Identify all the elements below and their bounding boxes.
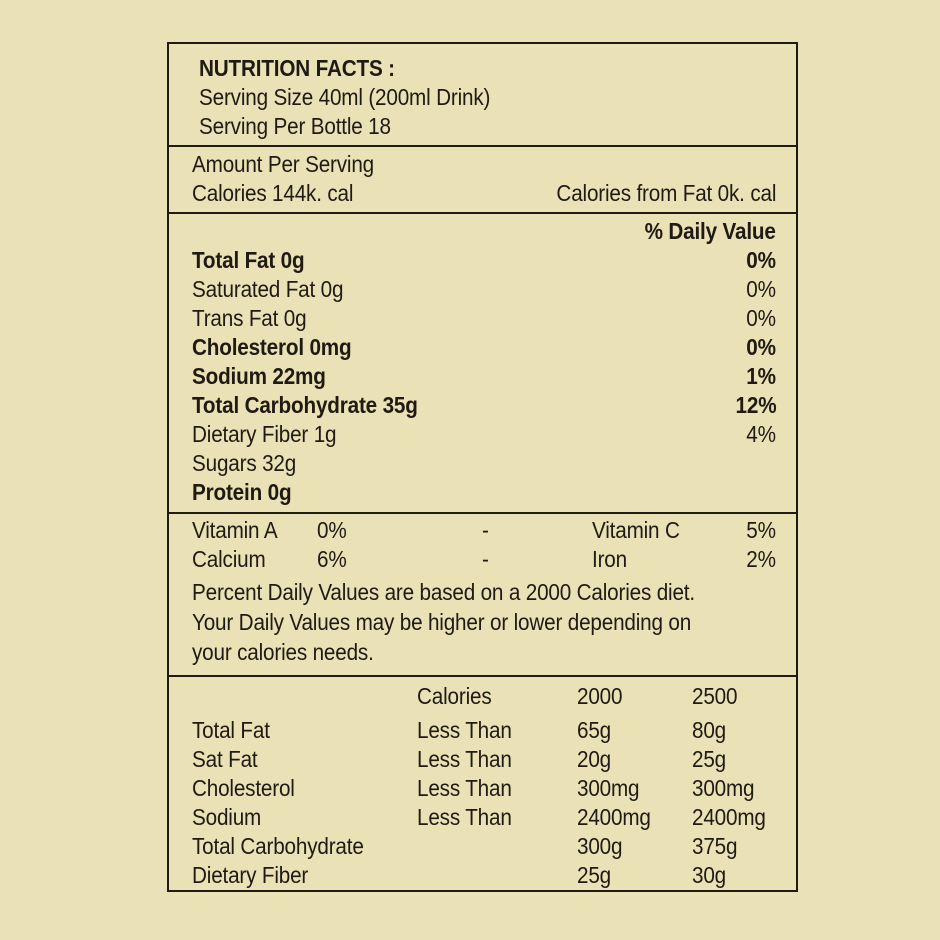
vitamin-name: Calcium (192, 546, 266, 572)
nutrition-facts-label (167, 42, 798, 892)
nutrient-row (192, 449, 796, 478)
table-cell: 375g (692, 833, 738, 859)
vitamin-name: Vitamin A (192, 517, 278, 543)
table-row (192, 745, 796, 774)
nutrient-pct: 1% (746, 363, 776, 389)
nutrients-section (169, 217, 796, 514)
nutrient-name: Trans Fat 0g (192, 305, 307, 331)
nutrient-pct: 0% (746, 276, 776, 302)
nutrient-row (192, 362, 796, 391)
vitamin-pct: 5% (746, 517, 776, 543)
nutrient-pct: 0% (746, 247, 776, 273)
amount-per-serving-section (169, 147, 796, 214)
table-header-row (192, 682, 796, 711)
nutrient-name: Dietary Fiber 1g (192, 421, 337, 447)
table-cell: 20g (577, 746, 612, 772)
nutrient-row (192, 246, 796, 275)
daily-value-header: % Daily Value (644, 218, 776, 244)
label-header (169, 44, 796, 147)
table-cell: 2400mg (577, 804, 651, 830)
table-cell: 2400mg (692, 804, 766, 830)
amount-per-serving-label: Amount Per Serving (192, 151, 375, 177)
nutrient-row (192, 420, 796, 449)
table-cell: Less Than (417, 746, 512, 772)
table-cell: Sat Fat (192, 746, 258, 772)
nutrient-name: Total Fat 0g (192, 247, 305, 273)
separator: - (482, 546, 489, 572)
vitamins-section (169, 514, 796, 677)
nutrient-name: Saturated Fat 0g (192, 276, 344, 302)
table-header-cell: 2000 (577, 683, 623, 709)
footnote (192, 577, 796, 667)
vitamin-row (192, 516, 796, 545)
vitamin-name: Iron (592, 546, 627, 572)
table-cell: 300mg (692, 775, 755, 801)
table-cell: Less Than (417, 775, 512, 801)
table-header-cell: Calories (417, 683, 492, 709)
servings-per-bottle: Serving Per Bottle 18 (199, 113, 391, 139)
nutrient-pct: 12% (735, 392, 776, 418)
calories-from-fat: Calories from Fat 0k. cal (556, 180, 776, 206)
table-cell: 80g (692, 717, 727, 743)
separator: - (482, 517, 489, 543)
nutrient-row (192, 478, 796, 507)
vitamin-pct: 2% (746, 546, 776, 572)
nutrient-row (192, 333, 796, 362)
vitamin-name: Vitamin C (592, 517, 680, 543)
nutrient-pct: 4% (746, 421, 776, 447)
nutrient-name: Sodium 22mg (192, 363, 326, 389)
table-cell: Sodium (192, 804, 262, 830)
vitamin-pct: 0% (317, 517, 347, 543)
nutrient-name: Protein 0g (192, 479, 292, 505)
serving-size: Serving Size 40ml (200ml Drink) (199, 84, 491, 110)
table-row (192, 861, 796, 890)
table-cell: 300mg (577, 775, 640, 801)
table-cell: Cholesterol (192, 775, 295, 801)
table-row (192, 774, 796, 803)
footnote-line: Your Daily Values may be higher or lower depending on (192, 609, 692, 635)
table-cell: 25g (577, 862, 612, 888)
footnote-line: your calories needs. (192, 639, 374, 665)
nutrient-name: Total Carbohydrate 35g (192, 392, 418, 418)
footnote-line: Percent Daily Values are based on a 2000 Calories diet. (192, 579, 695, 605)
table-header-cell: 2500 (692, 683, 738, 709)
table-cell: 30g (692, 862, 727, 888)
table-cell: Total Carbohydrate (192, 833, 364, 859)
vitamin-pct: 6% (317, 546, 347, 572)
nutrient-name: Cholesterol 0mg (192, 334, 352, 360)
nutrient-pct: 0% (746, 334, 776, 360)
table-cell: 300g (577, 833, 623, 859)
nutrient-row (192, 304, 796, 333)
table-row (192, 803, 796, 832)
nutrient-row (192, 275, 796, 304)
table-cell: Less Than (417, 804, 512, 830)
table-cell: 65g (577, 717, 612, 743)
nutrient-pct: 0% (746, 305, 776, 331)
nutrient-name: Sugars 32g (192, 450, 297, 476)
table-row (192, 716, 796, 745)
nutrient-row (192, 391, 796, 420)
vitamin-row (192, 545, 796, 574)
label-title: NUTRITION FACTS : (199, 55, 395, 81)
table-cell: Less Than (417, 717, 512, 743)
calories: Calories 144k. cal (192, 180, 354, 206)
reference-table (169, 677, 796, 890)
table-row (192, 832, 796, 861)
table-cell: Dietary Fiber (192, 862, 309, 888)
table-cell: 25g (692, 746, 727, 772)
table-cell: Total Fat (192, 717, 270, 743)
